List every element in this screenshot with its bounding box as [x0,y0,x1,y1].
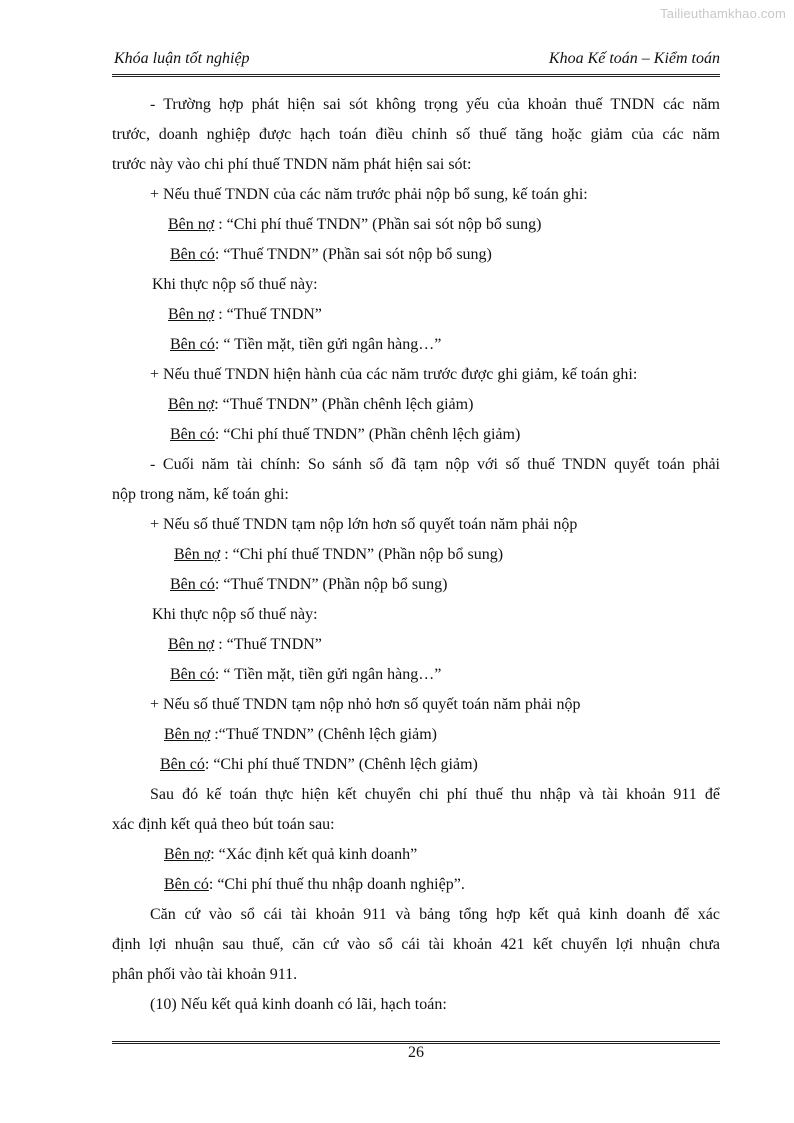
entry-label: Bên nợ [168,396,215,413]
journal-entry-line [112,330,720,360]
entry-label: Bên nợ [168,636,215,653]
line-text: : “Chi phí thuế TNDN” (Phần chênh lệch giảm) [214,426,521,443]
line-text: - Trường hợp phát hiện sai sót không trọng yếu của khoản thuế TNDN các năm [150,96,720,113]
journal-entry-line [112,840,720,870]
journal-entry-line [112,240,720,270]
journal-entry-line [112,660,720,690]
entry-label: Bên có [164,876,209,893]
line-text: : “ Tiền mặt, tiền gửi ngân hàng…” [214,336,442,353]
page-footer [0,1044,794,1062]
line-text: + Nếu số thuế TNDN tạm nộp nhỏ hơn số quyết toán năm phải nộp [150,696,581,713]
line-text: - Cuối năm tài chính: So sánh số đã tạm nộp với số thuế TNDN quyết toán phải [150,456,720,473]
line-text: + Nếu thuế TNDN của các năm trước phải nộp bổ sung, kế toán ghi: [150,186,588,203]
entry-label: Bên có [170,246,215,263]
journal-entry-line [112,570,720,600]
journal-entry-line [112,210,720,240]
text-line [112,960,720,990]
text-line [112,900,720,930]
entry-label: Bên nợ [168,306,215,323]
text-line [112,690,720,720]
entry-label: Bên nợ [164,846,211,863]
journal-entry-line [112,390,720,420]
text-line [112,810,720,840]
line-text: trước này vào chi phí thuế TNDN năm phát hiện sai sót: [112,156,472,173]
text-line [112,930,720,960]
text-line [112,90,720,120]
line-text: Sau đó kế toán thực hiện kết chuyển chi phí thuế thu nhập và tài khoản 911 để [150,786,720,803]
line-text: :“Thuế TNDN” (Chênh lệch giảm) [210,726,437,743]
line-text: : “Xác định kết quả kinh doanh” [210,846,418,863]
text-line [112,180,720,210]
entry-label: Bên nợ [164,726,211,743]
line-text: : “Thuế TNDN” [214,306,322,323]
line-text: : “Chi phí thuế thu nhập doanh nghiệp”. [208,876,465,893]
body-text [112,90,720,1020]
journal-entry-line [112,540,720,570]
entry-label: Bên có [170,666,215,683]
journal-entry-line [112,750,720,780]
line-text: Khi thực nộp số thuế này: [152,276,318,293]
line-text: + Nếu thuế TNDN hiện hành của các năm trước được ghi giảm, kế toán ghi: [150,366,638,383]
header-department: Khoa Kế toán – Kiểm toán [548,50,720,67]
line-text: + Nếu số thuế TNDN tạm nộp lớn hơn số quyết toán năm phải nộp [150,516,578,533]
page-header [114,48,720,74]
page-number: 26 [408,1044,424,1061]
entry-label: Bên có [170,576,215,593]
entry-label: Bên có [170,336,215,353]
line-text: : “Chi phí thuế TNDN” (Phần nộp bổ sung) [220,546,504,563]
line-text: (10) Nếu kết quả kinh doanh có lãi, hạch toán: [150,996,447,1013]
watermark: Tailieuthamkhao.com [660,6,786,21]
line-text: phân phối vào tài khoản 911. [112,966,298,983]
entry-label: Bên nợ [168,216,215,233]
line-text: định lợi nhuận sau thuế, căn cứ vào sổ cái tài khoản 421 kết chuyển lợi nhuận chưa [112,936,720,953]
text-line [112,990,720,1020]
text-line [112,600,720,630]
text-line [112,510,720,540]
journal-entry-line [112,300,720,330]
header-thesis-title: Khóa luận tốt nghiệp [114,50,250,67]
line-text: : “ Tiền mặt, tiền gửi ngân hàng…” [214,666,442,683]
line-text: : “Chi phí thuế TNDN” (Phần sai sót nộp bổ sung) [214,216,542,233]
line-text: : “Thuế TNDN” [214,636,322,653]
journal-entry-line [112,630,720,660]
entry-label: Bên có [170,426,215,443]
text-line [112,150,720,180]
line-text: : “Thuế TNDN” (Phần chênh lệch giảm) [214,396,474,413]
line-text: Căn cứ vào sổ cái tài khoản 911 và bảng tổng hợp kết quả kinh doanh để xác [150,906,720,923]
journal-entry-line [112,870,720,900]
line-text: : “Thuế TNDN” (Phần sai sót nộp bổ sung) [214,246,492,263]
line-text: trước, doanh nghiệp được hạch toán điều chỉnh số thuế tăng hoặc giảm của các năm [112,126,720,143]
journal-entry-line [112,420,720,450]
line-text: nộp trong năm, kế toán ghi: [112,486,289,503]
entry-label: Bên có [160,756,205,773]
text-line [112,270,720,300]
entry-label: Bên nợ [174,546,221,563]
line-text: : “Chi phí thuế TNDN” (Chênh lệch giảm) [204,756,478,773]
header-rule [112,74,720,77]
journal-entry-line [112,720,720,750]
text-line [112,360,720,390]
text-line [112,780,720,810]
line-text: : “Thuế TNDN” (Phần nộp bổ sung) [214,576,448,593]
text-line [112,450,720,480]
text-line [112,120,720,150]
text-line [112,480,720,510]
line-text: xác định kết quả theo bút toán sau: [112,816,335,833]
line-text: Khi thực nộp số thuế này: [152,606,318,623]
